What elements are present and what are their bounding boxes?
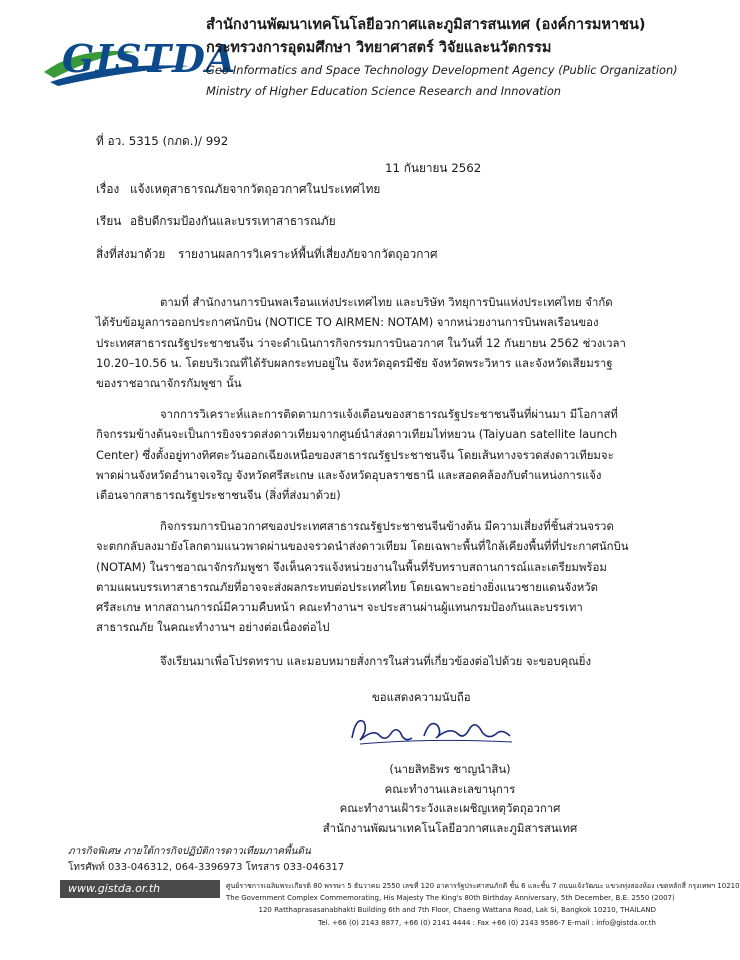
paragraph-line: กิจกรรมการบินอวกาศของประเทศสาธารณรัฐประชาชนจีนข้างต้น มีความเสี่ยงที่ชิ้นส่วนจรวด [160, 519, 614, 533]
gistda-logo [40, 28, 237, 88]
contact-info [68, 844, 344, 876]
paragraph-2 [96, 404, 616, 505]
footer-address [226, 880, 740, 929]
recipient-label: เรียน [96, 214, 122, 228]
paragraph-line: ได้รับข้อมูลการออกประกาศนักบิน (NOTICE TO AIRMEN: NOTAM) จากหน่วยงานการบินพลเรือนของ [96, 315, 599, 330]
recipient-row [96, 212, 336, 231]
subject-text: แจ้งเหตุสาธารณภัยจากวัตถุอวกาศในประเทศไทย [130, 182, 381, 196]
logo-wordmark: GISTDA [62, 36, 237, 81]
handwritten-signature [340, 708, 520, 750]
footer-address-thai: ศูนย์ราชการเฉลิมพระเกียรติ 80 พรรษา 5 ธันวาคม 2550 เลขที่ 120 อาคารรัฐประศาสนภักดี ชั้น 6 และชั้น 7 ถนนแจ้งวัฒนะ แขวงทุ่งสองห้อง เขตหลักสี่ กรุงเทพฯ 10210 [226, 882, 740, 890]
paragraph-line: 10.20–10.56 น. โดยบริเวณที่ได้รับผลกระทบอยู่ใน จังหวัดอุดรมีชัย จังหวัดพระวิหาร และจังหวัดเสียมราฐ [96, 355, 613, 370]
paragraph-line: กิจกรรมข้างต้นจะเป็นการยิงจรวดส่งดาวเทียมจากศูนย์นำส่งดาวเทียมไท่หยวน (Taiyuan satellite launch [96, 427, 618, 442]
subject-label: เรื่อง [96, 182, 120, 196]
enclosure-label: สิ่งที่ส่งมาด้วย [96, 247, 166, 261]
document-number: ที่ อว. 5315 (กภด.)/ 992 [96, 134, 229, 148]
ministry-name-thai: กระทรวงการอุดมศึกษา วิทยาศาสตร์ วิจัยและนวัตกรรม [206, 40, 552, 56]
paragraph-line: ตามที่ สำนักงานการบินพลเรือนแห่งประเทศไทย และบริษัท วิทยุการบินแห่งประเทศไทย จำกัด [160, 295, 613, 309]
paragraph-line: ตามแผนบรรเทาสาธารณภัยที่อาจจะส่งผลกระทบต่อประเทศไทย โดยเฉพาะอย่างยิ่งแนวชายแดนจังหวัด [96, 579, 599, 594]
paragraph-line: ศรีสะเกษ หากสถานการณ์มีความคืบหน้า คณะทำงานฯ จะประสานผ่านผู้แทนกรมป้องกันและบรรเทา [96, 600, 583, 615]
paragraph-line: ประเทศสาธารณรัฐประชาชนจีน ว่าจะดำเนินการกิจกรรมการบินอวกาศ ในวันที่ 12 กันยายน 2562 ช่วงเวลา [96, 335, 626, 350]
paragraph-line: (NOTAM) ในราชอาณาจักรกัมพูชา จึงเห็นควรแจ้งหน่วยงานในพื้นที่รับทราบสถานการณ์และเตรียมพร้อม [96, 559, 607, 574]
paragraph-line: เตือนจากสาธารณรัฐประชาชนจีน (สิ่งที่ส่งมาด้วย) [96, 488, 341, 503]
paragraph-line: จากการวิเคราะห์และการติดตามการแจ้งเตือนของสาธารณรัฐประชาชนจีนที่ผ่านมา มีโอกาสที่ [160, 407, 618, 421]
enclosure-row [96, 245, 438, 264]
signatory-name: (นายสิทธิพร ชาญนำสิน) [389, 762, 511, 776]
subject-row [96, 180, 381, 199]
regards-line: ขอแสดงความนับถือ [372, 690, 471, 704]
letterhead [206, 14, 678, 102]
signatory-role: คณะทำงานและเลขานุการ [384, 781, 516, 796]
footer-website: www.gistda.or.th [60, 880, 220, 898]
paragraph-line: จะตกกลับลงมายังโลกตามแนวพาดผ่านของจรวดนำส่งดาวเทียม โดยเฉพาะพื้นที่ใกล้เคียงพื้นที่ที่ประกาศนักบิน [96, 539, 629, 554]
signatory-organization: สำนักงานพัฒนาเทคโนโลยีอวกาศและภูมิสารสนเทศ [322, 820, 578, 835]
closing-sentence: จึงเรียนมาเพื่อโปรดทราบ และมอบหมายสั่งการในส่วนที่เกี่ยวข้องต่อไปด้วย จะขอบคุณยิ่ง [160, 654, 592, 668]
paragraph-line: สาธารณภัย ในคณะทำงานฯ อย่างต่อเนื่องต่อไป [96, 620, 330, 635]
document-date: 11 กันยายน 2562 [385, 161, 482, 175]
org-name-thai: สำนักงานพัฒนาเทคโนโลยีอวกาศและภูมิสารสนเทศ (องค์การมหาชน) [206, 17, 646, 33]
signatory-block [300, 760, 600, 838]
ministry-name-english: Ministry of Higher Education Science Research and Innovation [206, 84, 562, 98]
recipient-text: อธิบดีกรมป้องกันและบรรเทาสาธารณภัย [130, 214, 336, 228]
footer-address-english-2: 120 Ratthaprasasanabhakti Building 6th and 7th Floor, Chaeng Wattana Road, Lak Si, Bangkok 10210, THAILAND [258, 906, 656, 915]
contact-department: ภารกิจพิเศษ ภายใต้การกิจปฏิบัติการดาวเทียมภาคพื้นดิน [68, 846, 311, 857]
footer-contact: Tel. +66 (0) 2143 8877, +66 (0) 2141 4444 : Fax +66 (0) 2143 9586-7 E-mail : info@gistda.or.th [318, 918, 656, 927]
signatory-committee: คณะทำงานเฝ้าระวังและเผชิญเหตุวัตถุอวกาศ [339, 801, 561, 815]
org-name-english: Geo-Informatics and Space Technology Development Agency (Public Organization) [206, 63, 678, 77]
paragraph-1 [96, 292, 626, 393]
paragraph-line: Center) ซึ่งตั้งอยู่ทางทิศตะวันออกเฉียงเหนือของสาธารณรัฐประชาชนจีน โดยเส้นทางจรวดส่งดาวเทียมจะ [96, 447, 614, 462]
enclosure-text: รายงานผลการวิเคราะห์พื้นที่เสี่ยงภัยจากวัตถุอวกาศ [178, 247, 438, 261]
paragraph-3 [96, 516, 629, 638]
paragraph-line: ของราชอาณาจักรกัมพูชา นั้น [96, 376, 242, 391]
footer-address-english-1: The Government Complex Commemorating, His Majesty The King's 80th Birthday Anniversary, 5th December, B.E. 2550 (2007) [226, 894, 675, 903]
paragraph-line: พาดผ่านจังหวัดอำนาจเจริญ จังหวัดศรีสะเกษ และจังหวัดอุบลราชธานี และสอดคล้องกับตำแหน่งการแจ้ง [96, 467, 602, 482]
contact-phone: โทรศัพท์ 033-046312, 064-3396973 โทรสาร 033-046317 [68, 862, 345, 873]
